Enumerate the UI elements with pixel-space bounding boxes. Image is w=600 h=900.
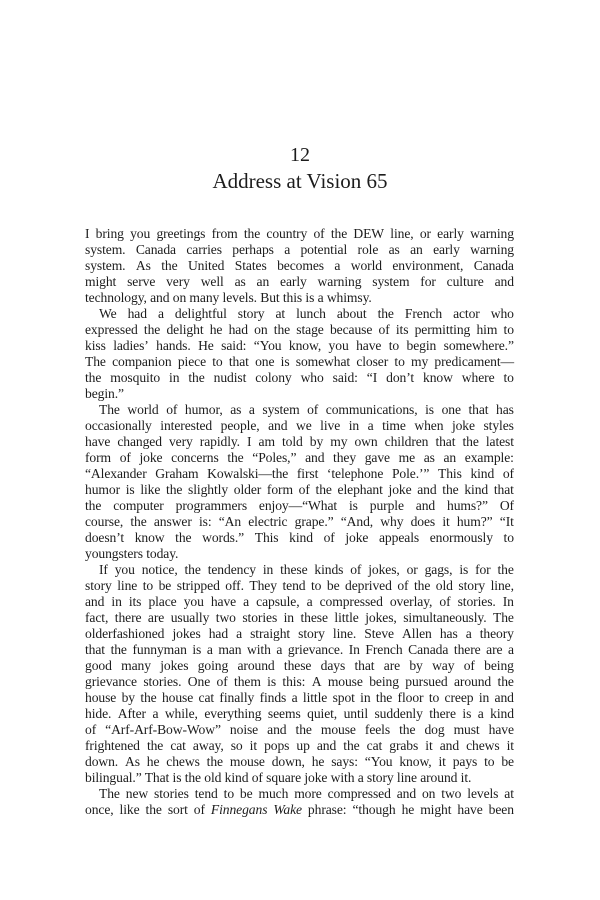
chapter-number: 12 [290,144,310,166]
text-line: frightened the cat away, so it pops up and the cat grabs it and chews it [85,738,514,753]
text-line: fact, there are usually two stories in these little jokes, simultaneously. The [85,610,514,625]
text-line: form of joke concerns the “Poles,” and they gave me as an example: [85,450,514,465]
paragraph [85,402,514,562]
text-line: We had a delightful story at lunch about the French actor who [99,306,514,321]
text-line: down. As he chews the mouse down, he says: “You know, it pays to be [85,754,514,769]
text-line: doesn’t know the words.” This kind of joke appeals enormously to [85,530,514,545]
text-line: might serve very well as an early warning system for culture and [85,274,514,289]
text-line: “Alexander Graham Kowalski—the first ‘telephone Pole.’” This kind of [85,466,514,481]
text-line: bilingual.” That is the old kind of square joke with a story line around it. [85,770,472,785]
text-line: expressed the delight he had on the stage because of its permitting him to [85,322,514,337]
text-line: humor is like the slightly older form of the elephant joke and the kind that [85,482,514,497]
text-line: The world of humor, as a system of communications, is one that has [99,402,514,417]
text-line: olderfashioned jokes had a straight story line. Steve Allen has a theory [85,626,514,641]
text-line: system. Canada carries perhaps a potential role as an early warning [85,242,514,257]
text-line: the mosquito in the nudist colony who said: “I don’t know where to [85,370,514,385]
text-line: youngsters today. [85,546,179,561]
text-line: house by the house cat finally finds a little spot in the floor to creep in and [85,690,514,705]
text-line: hide. After a while, everything seems quiet, until suddenly there is a kind [85,706,514,721]
text-line: the computer programmers enjoy—“What is purple and hums?” Of [85,498,514,513]
text-line: story line to be stripped off. They tend to be deprived of the old story line, [85,578,514,593]
page-body-text [85,226,514,818]
chapter-title: Address at Vision 65 [212,169,388,193]
text-line: The companion piece to that one is somewhat closer to my predicament— [85,354,514,369]
text-line: have changed very rapidly. I am told by my own children that the latest [85,434,514,449]
text-line: system. As the United States becomes a world environment, Canada [85,258,514,273]
paragraph [85,226,514,306]
text-line: begin.” [85,386,124,401]
text-line: of “Arf-Arf-Bow-Wow” noise and the mouse feels the dog must have [85,722,514,737]
text-line: technology, and on many levels. But this is a whimsy. [85,290,372,305]
text-line: If you notice, the tendency in these kinds of jokes, or gags, is for the [99,562,514,577]
text-line: good many jokes going around these days that are by way of being [85,658,514,673]
paragraph [85,306,514,402]
text-line: The new stories tend to be much more compressed and on two levels at [99,786,514,801]
text-line: grievance stories. One of them is this: A mouse being pursued around the [85,674,514,689]
paragraph [85,562,514,786]
text-line: and in its place you have a capsule, a compressed overlay, of stories. In [85,594,514,609]
text-line: course, the answer is: “An electric grape.” “And, why does it hum?” “It [85,514,514,529]
text-line: kiss ladies’ hands. He said: “You know, you have to begin somewhere.” [85,338,514,353]
text-line: occasionally interested people, and we live in a time when joke styles [85,418,514,433]
paragraph [85,786,514,818]
text-line: once, like the sort of Finnegans Wake phrase: “though he might have been [85,802,514,817]
text-line: I bring you greetings from the country of the DEW line, or early warning [85,226,514,241]
text-line: that the funnyman is a man with a grievance. In French Canada there are a [85,642,514,657]
